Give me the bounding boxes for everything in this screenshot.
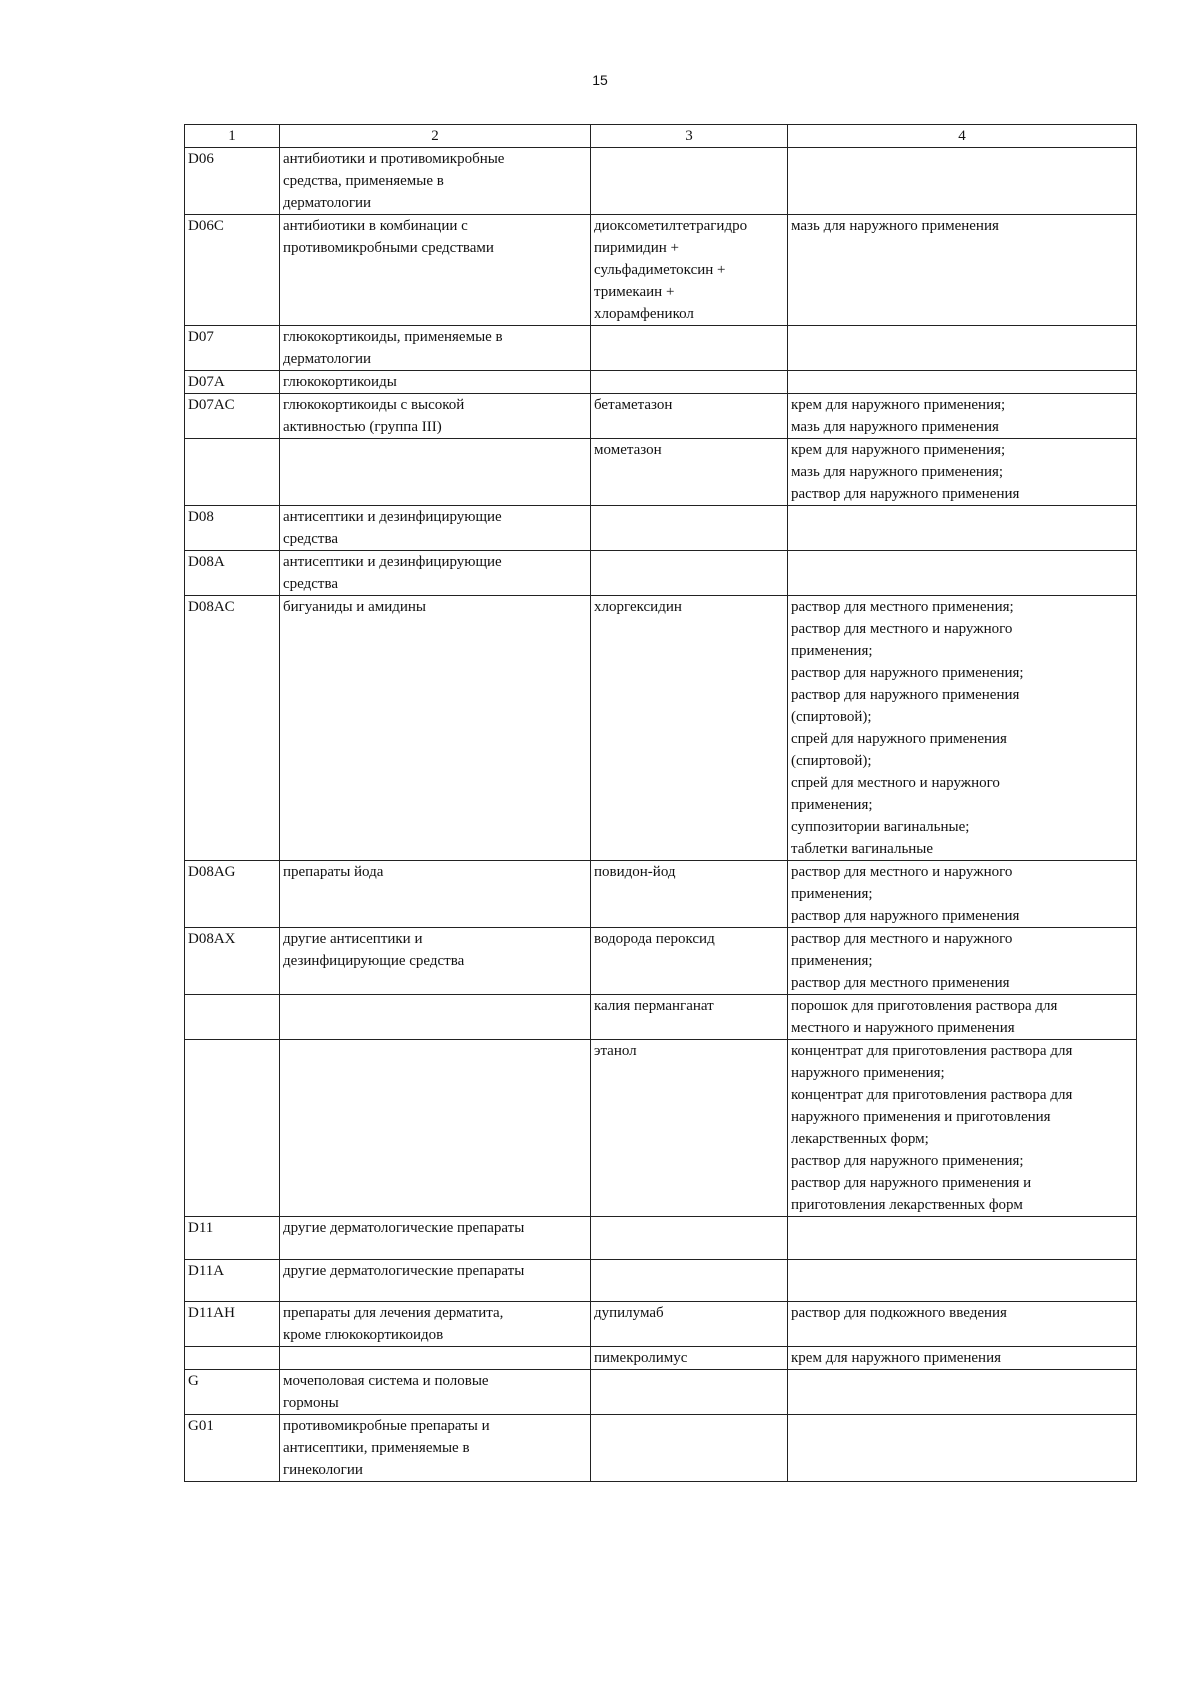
group-name-line: другие антисептики и — [283, 931, 423, 947]
table-row — [185, 596, 1137, 861]
dosage-form-cell — [788, 861, 1137, 928]
group-name-cell — [280, 215, 591, 326]
group-name-cell — [280, 1040, 591, 1217]
drug-name-cell — [591, 326, 788, 371]
dosage-form-line: крем для наружного применения; — [791, 397, 1006, 413]
dosage-form-line: мазь для наружного применения — [791, 218, 999, 234]
page-number: 15 — [592, 72, 608, 88]
dosage-form-line: применения; — [791, 643, 873, 659]
group-name-line: препараты йода — [283, 864, 384, 880]
group-name-cell — [280, 596, 591, 861]
dosage-form-line: (спиртовой); — [791, 753, 872, 769]
dosage-form-line: таблетки вагинальные — [791, 841, 934, 857]
group-name-line: противомикробные препараты и — [283, 1418, 490, 1434]
group-name-line: средства — [283, 576, 339, 592]
dosage-form-line: наружного применения; — [791, 1065, 945, 1081]
drug-name-cell — [591, 1302, 788, 1347]
group-name-cell — [280, 148, 591, 215]
atc-code-cell: D08AG — [185, 861, 280, 928]
table-row — [185, 1347, 1137, 1370]
drug-name-cell — [591, 596, 788, 861]
dosage-form-line: раствор для местного и наружного — [791, 621, 1013, 637]
dosage-form-cell — [788, 1040, 1137, 1217]
atc-code-cell — [185, 1347, 280, 1370]
drug-name-cell — [591, 995, 788, 1040]
group-name-line: дезинфицирующие средства — [283, 953, 465, 969]
dosage-form-line: применения; — [791, 797, 873, 813]
dosage-form-cell — [788, 1347, 1137, 1370]
drug-name-cell — [591, 215, 788, 326]
atc-code-cell — [185, 995, 280, 1040]
dosage-form-line: мазь для наружного применения; — [791, 464, 1004, 480]
group-name-cell — [280, 394, 591, 439]
table-row — [185, 995, 1137, 1040]
drug-name-cell — [591, 1260, 788, 1302]
dosage-form-line: концентрат для приготовления раствора для — [791, 1043, 1073, 1059]
atc-code-cell: G — [185, 1370, 280, 1415]
dosage-form-cell — [788, 1260, 1137, 1302]
drug-name-line: диоксометилтетрагидро — [594, 218, 748, 234]
table-row — [185, 215, 1137, 326]
group-name-line: гинекологии — [283, 1462, 363, 1478]
table-row — [185, 1260, 1137, 1302]
dosage-form-line: раствор для наружного применения; — [791, 1153, 1024, 1169]
group-name-cell — [280, 861, 591, 928]
table-header-row — [185, 125, 1137, 148]
dosage-form-line: мазь для наружного применения — [791, 419, 999, 435]
atc-code-cell: D07A — [185, 371, 280, 394]
dosage-form-line: раствор для наружного применения и — [791, 1175, 1032, 1191]
dosage-form-line: раствор для наружного применения — [791, 687, 1020, 703]
atc-code-cell: D08 — [185, 506, 280, 551]
atc-code-cell: D07 — [185, 326, 280, 371]
table-row — [185, 928, 1137, 995]
dosage-form-cell — [788, 506, 1137, 551]
dosage-form-line: раствор для местного применения; — [791, 599, 1014, 615]
dosage-form-line: применения; — [791, 953, 873, 969]
dosage-form-line: раствор для местного и наружного — [791, 864, 1013, 880]
dosage-form-cell — [788, 995, 1137, 1040]
group-name-line: глюкокортикоиды с высокой — [283, 397, 465, 413]
group-name-line: препараты для лечения дерматита, — [283, 1305, 504, 1321]
atc-code-cell — [185, 439, 280, 506]
group-name-cell — [280, 995, 591, 1040]
group-name-line: дерматологии — [283, 351, 372, 367]
group-name-cell — [280, 506, 591, 551]
drug-table — [184, 124, 1137, 1482]
dosage-form-line: раствор для подкожного введения — [791, 1305, 1007, 1321]
group-name-cell — [280, 1415, 591, 1482]
group-name-line: бигуаниды и амидины — [283, 599, 427, 615]
drug-name-line: повидон-йод — [594, 864, 676, 880]
atc-code-cell: D08AC — [185, 596, 280, 861]
group-name-line: средства — [283, 531, 339, 547]
column-header-1: 1 — [185, 125, 280, 148]
dosage-form-cell — [788, 1302, 1137, 1347]
table-row — [185, 1040, 1137, 1217]
atc-code-cell: D11 — [185, 1217, 280, 1260]
dosage-form-line: наружного применения и приготовления — [791, 1109, 1051, 1125]
group-name-line: глюкокортикоиды, применяемые в — [283, 329, 503, 345]
dosage-form-line: суппозитории вагинальные; — [791, 819, 970, 835]
atc-code-cell: D11AH — [185, 1302, 280, 1347]
group-name-line: гормоны — [283, 1395, 339, 1411]
dosage-form-line: спрей для наружного применения — [791, 731, 1007, 747]
table-row — [185, 506, 1137, 551]
table-row — [185, 861, 1137, 928]
group-name-line: антисептики и дезинфицирующие — [283, 509, 502, 525]
dosage-form-line: порошок для приготовления раствора для — [791, 998, 1058, 1014]
table-row — [185, 1302, 1137, 1347]
drug-name-line: мометазон — [594, 442, 662, 458]
dosage-form-line: крем для наружного применения — [791, 1350, 1002, 1366]
dosage-form-line: применения; — [791, 886, 873, 902]
dosage-form-cell — [788, 371, 1137, 394]
dosage-form-line: лекарственных форм; — [791, 1131, 929, 1147]
dosage-form-line: раствор для местного применения — [791, 975, 1010, 991]
atc-code-cell: G01 — [185, 1415, 280, 1482]
group-name-cell — [280, 928, 591, 995]
dosage-form-cell — [788, 439, 1137, 506]
table-row — [185, 148, 1137, 215]
group-name-line: средства, применяемые в — [283, 173, 444, 189]
group-name-line: кроме глюкокортикоидов — [283, 1327, 444, 1343]
group-name-cell — [280, 1347, 591, 1370]
group-name-cell — [280, 551, 591, 596]
dosage-form-line: местного и наружного применения — [791, 1020, 1015, 1036]
dosage-form-cell — [788, 1370, 1137, 1415]
drug-name-line: водорода пероксид — [594, 931, 715, 947]
column-header-4: 4 — [788, 125, 1137, 148]
drug-name-line: хлорамфеникол — [594, 306, 694, 322]
drug-name-line: дупилумаб — [594, 1305, 664, 1321]
dosage-form-line: (спиртовой); — [791, 709, 872, 725]
drug-name-cell — [591, 439, 788, 506]
drug-name-cell — [591, 1040, 788, 1217]
dosage-form-cell — [788, 596, 1137, 861]
group-name-line: антисептики, применяемые в — [283, 1440, 470, 1456]
dosage-form-line: крем для наружного применения; — [791, 442, 1006, 458]
group-name-cell — [280, 1302, 591, 1347]
group-name-cell — [280, 1217, 591, 1260]
column-header-2: 2 — [280, 125, 591, 148]
group-name-line: активностью (группа III) — [283, 419, 442, 435]
column-header-3: 3 — [591, 125, 788, 148]
group-name-line: другие дерматологические препараты — [283, 1263, 525, 1279]
dosage-form-cell — [788, 394, 1137, 439]
group-name-line: мочеполовая система и половые — [283, 1373, 489, 1389]
dosage-form-cell — [788, 148, 1137, 215]
group-name-line: антибиотики и противомикробные — [283, 151, 505, 167]
drug-name-cell — [591, 861, 788, 928]
atc-code-cell: D06 — [185, 148, 280, 215]
group-name-line: глюкокортикоиды — [283, 374, 397, 390]
drug-name-line: хлоргексидин — [594, 599, 682, 615]
drug-name-cell — [591, 1347, 788, 1370]
dosage-form-line: раствор для наружного применения; — [791, 665, 1024, 681]
group-name-cell — [280, 326, 591, 371]
drug-name-cell — [591, 1217, 788, 1260]
table-row — [185, 1370, 1137, 1415]
dosage-form-cell — [788, 215, 1137, 326]
dosage-form-cell — [788, 1217, 1137, 1260]
drug-name-cell — [591, 551, 788, 596]
group-name-cell — [280, 1260, 591, 1302]
atc-code-cell: D08AX — [185, 928, 280, 995]
table-row — [185, 1217, 1137, 1260]
drug-name-line: калия перманганат — [594, 998, 714, 1014]
table-row — [185, 439, 1137, 506]
atc-code-cell: D08A — [185, 551, 280, 596]
drug-name-line: тримекаин + — [594, 284, 675, 300]
table-row — [185, 326, 1137, 371]
dosage-form-cell — [788, 551, 1137, 596]
drug-name-cell — [591, 506, 788, 551]
atc-code-cell — [185, 1040, 280, 1217]
drug-name-cell — [591, 394, 788, 439]
group-name-line: антибиотики в комбинации с — [283, 218, 468, 234]
drug-name-cell — [591, 148, 788, 215]
table-row — [185, 394, 1137, 439]
group-name-line: антисептики и дезинфицирующие — [283, 554, 502, 570]
atc-code-cell: D11A — [185, 1260, 280, 1302]
drug-name-line: пиримидин + — [594, 240, 679, 256]
group-name-cell — [280, 371, 591, 394]
group-name-line: дерматологии — [283, 195, 372, 211]
drug-name-line: бетаметазон — [594, 397, 673, 413]
drug-name-cell — [591, 371, 788, 394]
table-row — [185, 1415, 1137, 1482]
table-row — [185, 551, 1137, 596]
dosage-form-cell — [788, 1415, 1137, 1482]
dosage-form-line: концентрат для приготовления раствора для — [791, 1087, 1073, 1103]
group-name-line: другие дерматологические препараты — [283, 1220, 525, 1236]
dosage-form-line: приготовления лекарственных форм — [791, 1197, 1023, 1213]
dosage-form-line: раствор для местного и наружного — [791, 931, 1013, 947]
drug-name-line: этанол — [594, 1043, 637, 1059]
drug-name-cell — [591, 1415, 788, 1482]
drug-name-cell — [591, 1370, 788, 1415]
group-name-cell — [280, 1370, 591, 1415]
atc-code-cell: D06C — [185, 215, 280, 326]
table-row — [185, 371, 1137, 394]
dosage-form-cell — [788, 928, 1137, 995]
dosage-form-line: раствор для наружного применения — [791, 486, 1020, 502]
dosage-form-line: раствор для наружного применения — [791, 908, 1020, 924]
atc-code-cell: D07AC — [185, 394, 280, 439]
drug-name-line: сульфадиметоксин + — [594, 262, 726, 278]
drug-name-cell — [591, 928, 788, 995]
drug-name-line: пимекролимус — [594, 1350, 688, 1366]
group-name-cell — [280, 439, 591, 506]
dosage-form-line: спрей для местного и наружного — [791, 775, 1000, 791]
dosage-form-cell — [788, 326, 1137, 371]
group-name-line: противомикробными средствами — [283, 240, 494, 256]
